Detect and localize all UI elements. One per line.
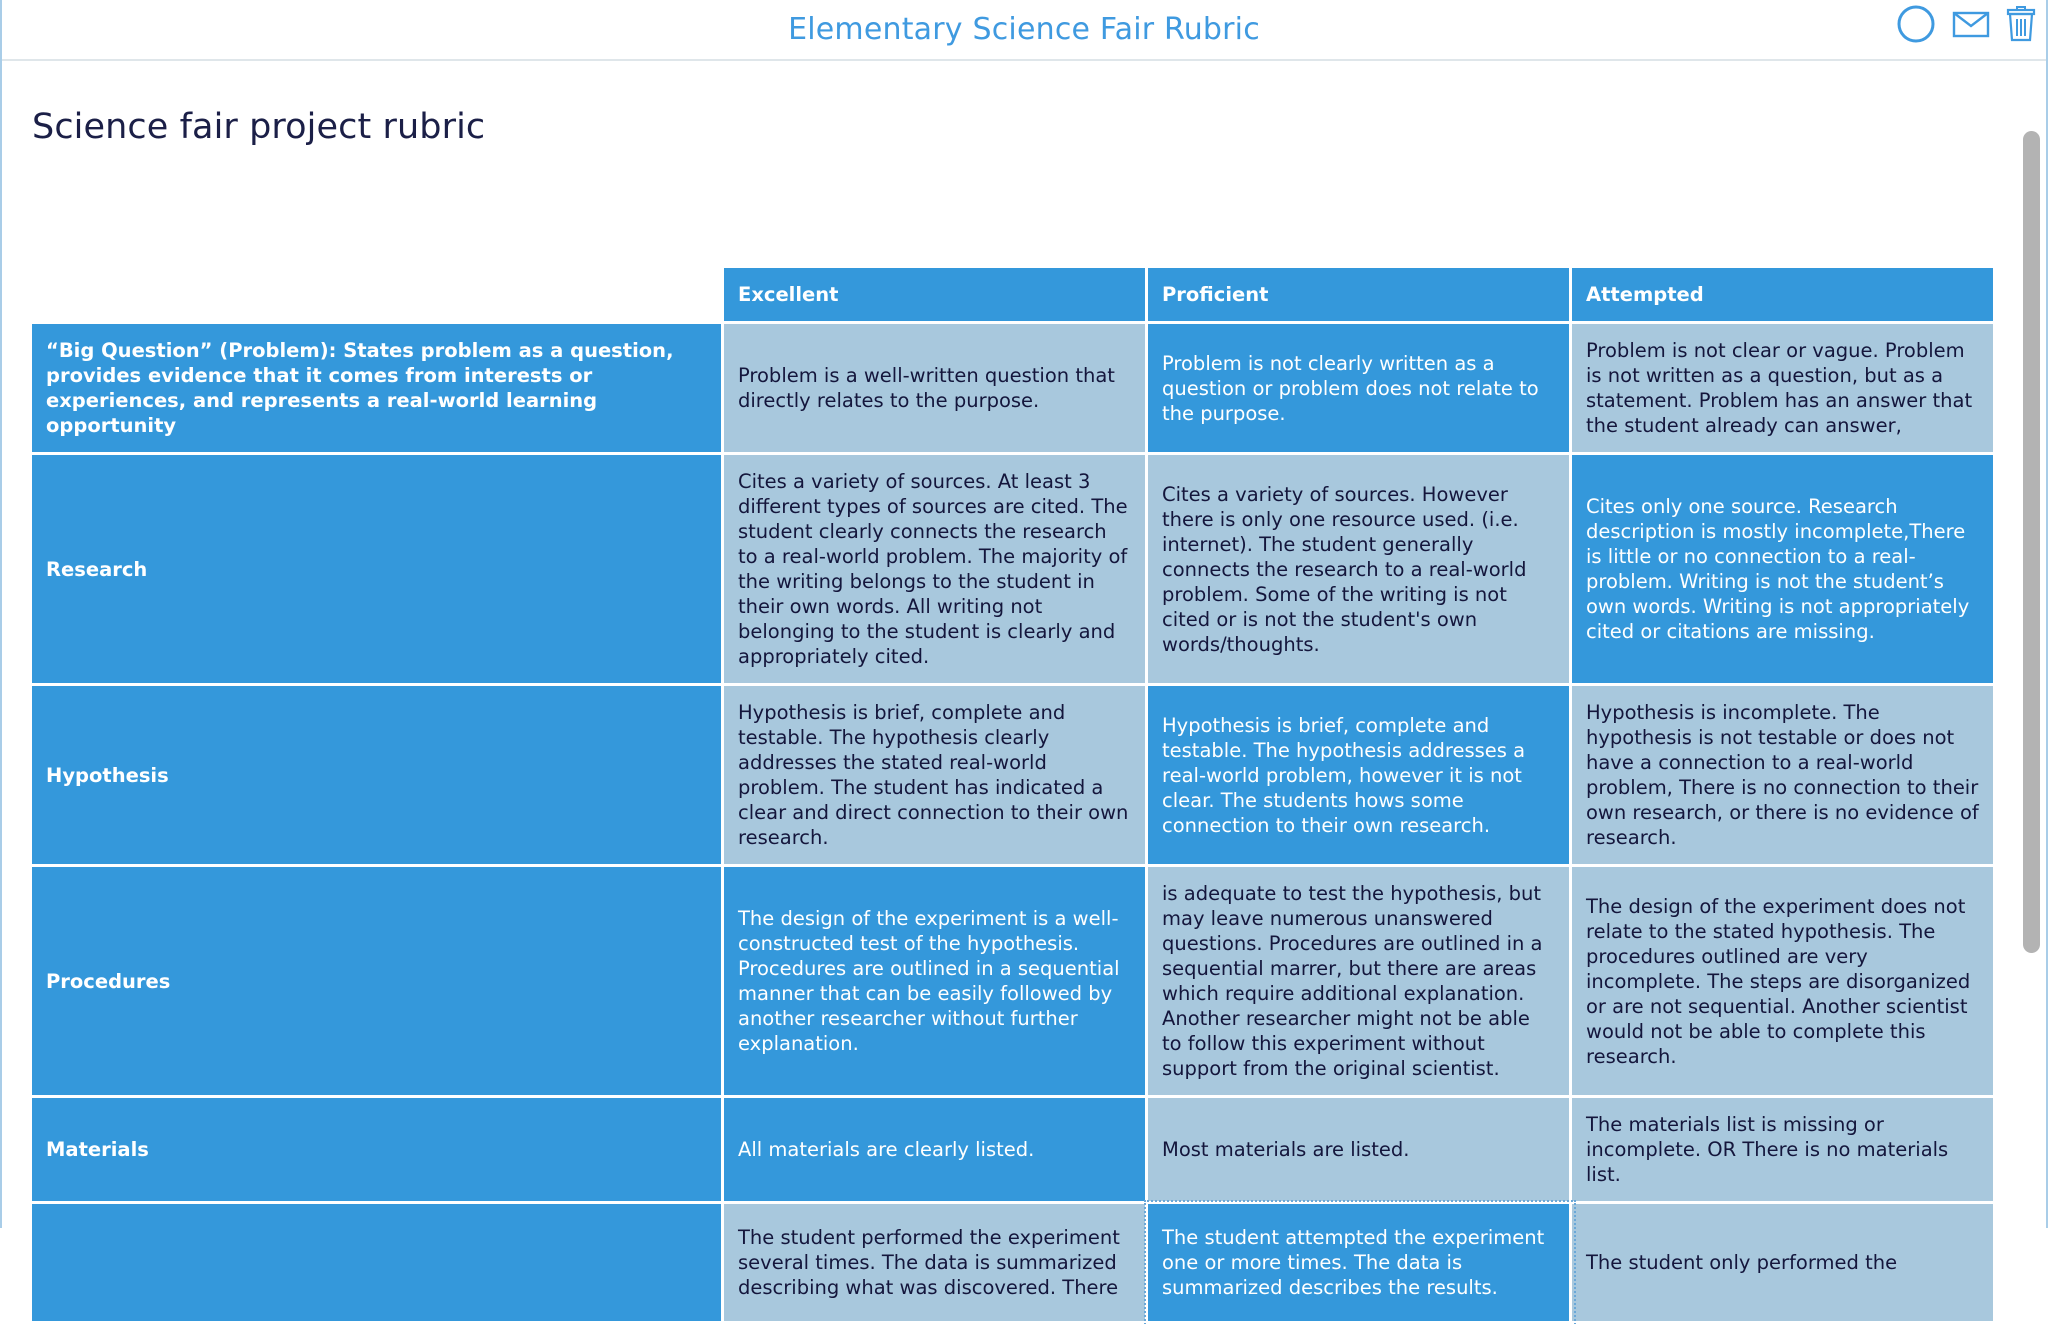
- mail-icon[interactable]: [1952, 9, 1990, 43]
- rubric-level-cell[interactable]: is adequate to test the hypothesis, but may leave numerous unanswered questions. Procedures are outlined in a sequential marrer, but there are areas which require additional explanation. Another researcher might not be able to follow this experiment without support from the original scientist.: [1148, 867, 1572, 1098]
- criterion-cell[interactable]: Hypothesis: [32, 686, 724, 867]
- trash-icon[interactable]: [2006, 6, 2036, 46]
- rubric-row: [32, 1204, 1996, 1324]
- rubric-level-cell[interactable]: Problem is not clearly written as a question or problem does not relate to the purpose.: [1148, 324, 1572, 455]
- rubric-row: [32, 686, 1996, 867]
- rubric-level-cell[interactable]: All materials are clearly listed.: [724, 1098, 1148, 1204]
- document-title: Elementary Science Fair Rubric: [788, 12, 1260, 47]
- rubric-table-head: [32, 268, 1996, 324]
- rubric-level-cell[interactable]: Hypothesis is incomplete. The hypothesis is not testable or does not have a connection to a real-world problem, There is no connection to their own research, or there is no evidence of research.: [1572, 686, 1996, 867]
- rubric-level-cell[interactable]: The design of the experiment does not relate to the stated hypothesis. The procedures outlined are very incomplete. The steps are disorganized or are not sequential. Another scientist would not be able to complete this research.: [1572, 867, 1996, 1098]
- column-header-attempted[interactable]: Attempted: [1572, 268, 1996, 324]
- rubric-level-cell[interactable]: Hypothesis is brief, complete and testable. The hypothesis addresses a real-world problem, however it is not clear. The students hows some connection to their own research.: [1148, 686, 1572, 867]
- rubric-level-cell[interactable]: Hypothesis is brief, complete and testable. The hypothesis clearly addresses the stated real-world problem. The student has indicated a clear and direct connection to their own research.: [724, 686, 1148, 867]
- rubric-row: [32, 867, 1996, 1098]
- rubric-table-body: [32, 324, 1996, 1324]
- criterion-cell[interactable]: [32, 1204, 724, 1324]
- rubric-level-cell[interactable]: The student performed the experiment several times. The data is summarized describing what was discovered. There: [724, 1204, 1148, 1324]
- rubric-corner-cell: [32, 268, 724, 324]
- rubric-table: [32, 268, 1996, 1324]
- document-page: [2, 61, 2046, 1299]
- rubric-level-cell[interactable]: Problem is not clear or vague. Problem is not written as a question, but as a statement. Problem has an answer that the student already can answer,: [1572, 324, 1996, 455]
- rubric-level-cell[interactable]: The materials list is missing or incomplete. OR There is no materials list.: [1572, 1098, 1996, 1204]
- criterion-cell[interactable]: Materials: [32, 1098, 724, 1204]
- criterion-cell[interactable]: “Big Question” (Problem): States problem as a question, provides evidence that it comes from interests or experiences, and represents a real-world learning opportunity: [32, 324, 724, 455]
- rubric-level-cell[interactable]: Cites only one source. Research description is mostly incomplete,There is little or no connection to a real-problem. Writing is not the student’s own words. Writing is not appropriately cited or citations are missing.: [1572, 455, 1996, 686]
- rubric-level-cell[interactable]: Cites a variety of sources. At least 3 different types of sources are cited. The student clearly connects the research to a real-world problem. The majority of the writing belongs to the student in their own words. All writing not belonging to the student is clearly and appropriately cited.: [724, 455, 1148, 686]
- rubric-level-cell[interactable]: The design of the experiment is a well-constructed test of the hypothesis. Procedures are outlined in a sequential manner that can be easily followed by another researcher without further explanation.: [724, 867, 1148, 1098]
- column-header-proficient[interactable]: Proficient: [1148, 268, 1572, 324]
- criterion-cell[interactable]: Procedures: [32, 867, 724, 1098]
- rubric-row: [32, 324, 1996, 455]
- page-title: Science fair project rubric: [32, 107, 486, 147]
- rubric-row: [32, 455, 1996, 686]
- rubric-level-cell[interactable]: Problem is a well-written question that directly relates to the purpose.: [724, 324, 1148, 455]
- column-header-excellent[interactable]: Excellent: [724, 268, 1148, 324]
- criterion-cell[interactable]: Research: [32, 455, 724, 686]
- rubric-level-cell[interactable]: The student attempted the experiment one or more times. The data is summarized describes the results.: [1148, 1204, 1572, 1324]
- topbar-actions: [1896, 4, 2036, 48]
- rubric-header-row: [32, 268, 1996, 324]
- vertical-scrollbar-thumb[interactable]: [2023, 131, 2040, 953]
- rubric-row: [32, 1098, 1996, 1204]
- rubric-level-cell[interactable]: Most materials are listed.: [1148, 1098, 1572, 1204]
- window-topbar: [2, 0, 2046, 61]
- rubric-level-cell[interactable]: Cites a variety of sources. However there is only one resource used. (i.e. internet). The student generally connects the research to a real-world problem. Some of the writing is not cited or is not the student's own words/thoughts.: [1148, 455, 1572, 686]
- rubric-level-cell[interactable]: The student only performed the: [1572, 1204, 1996, 1324]
- profile-avatar-icon[interactable]: [1896, 4, 1936, 48]
